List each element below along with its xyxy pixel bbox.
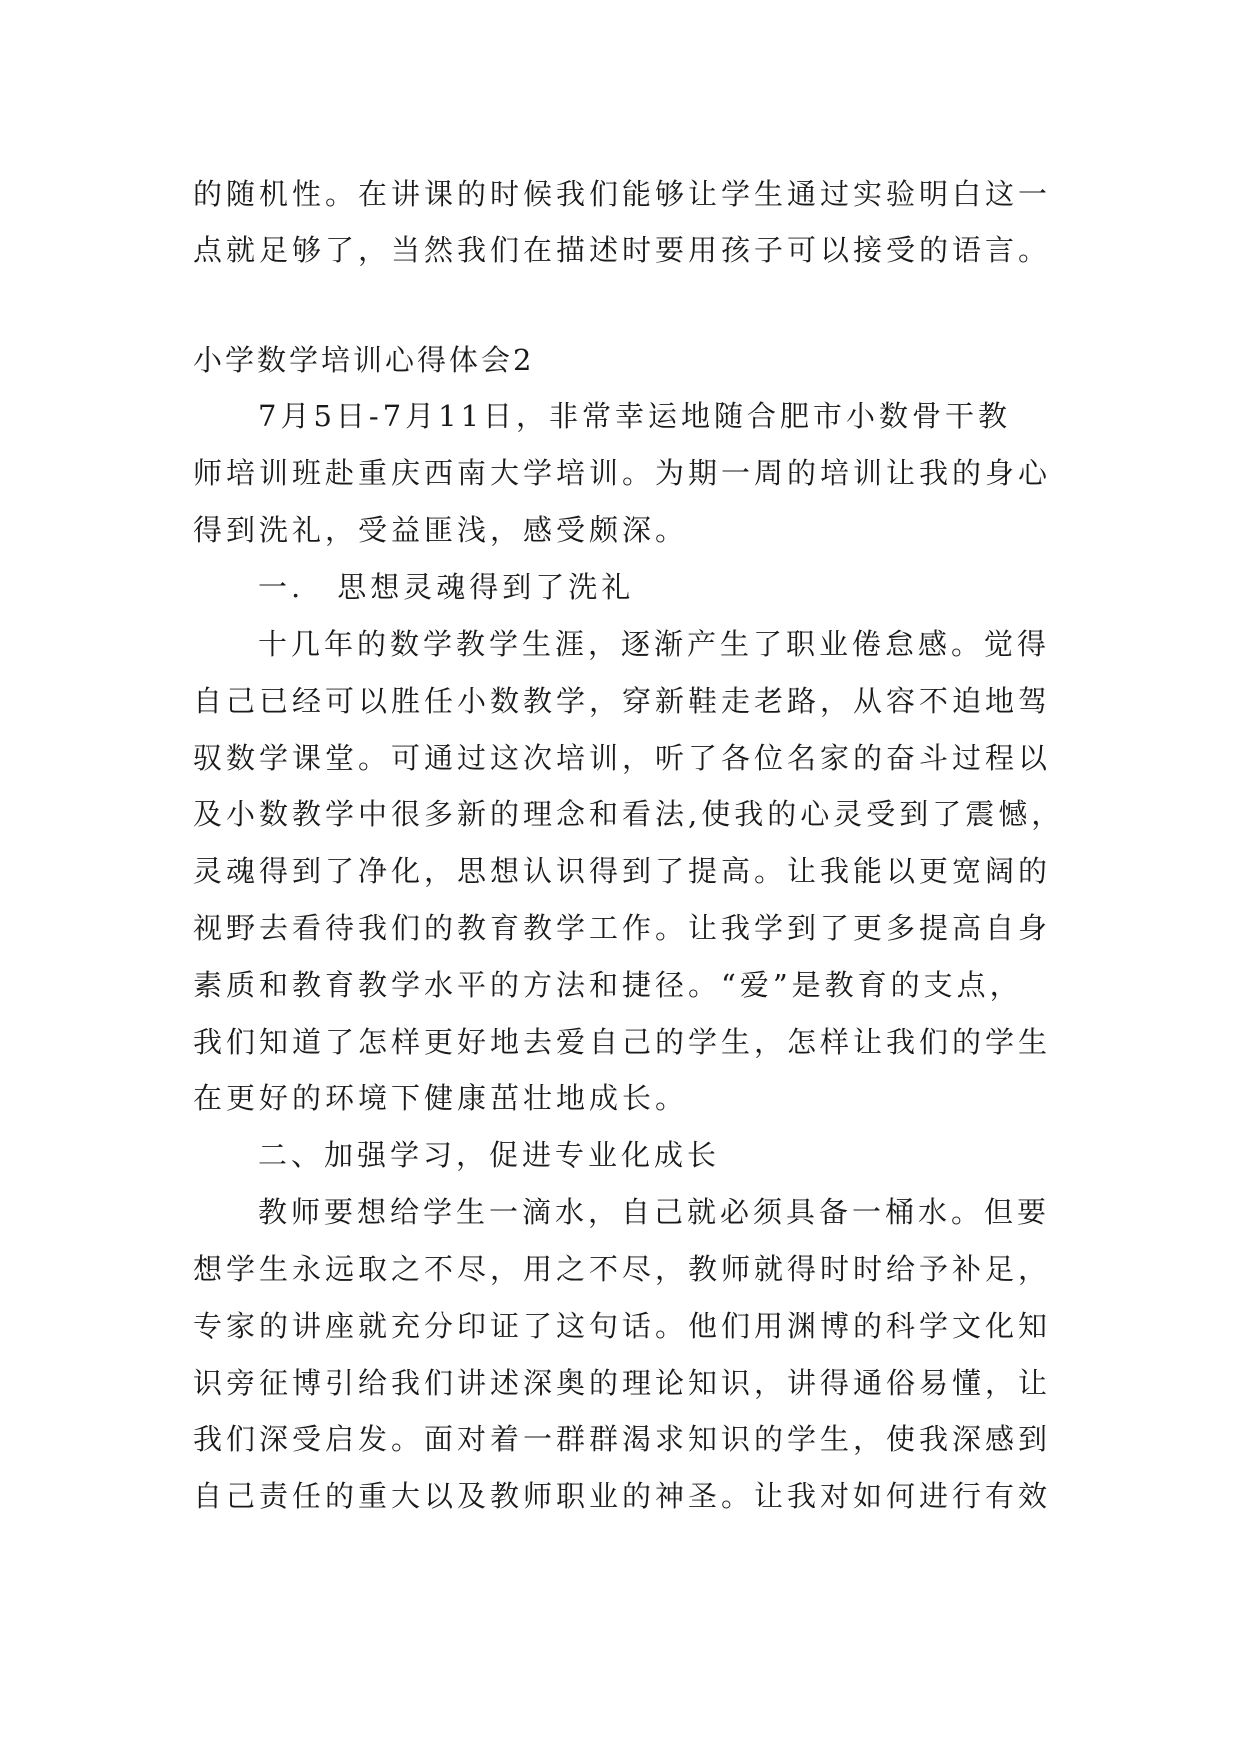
paragraph-line: 在更好的环境下健康茁壮地成长。: [193, 1081, 689, 1115]
paragraph-line: 想学生永远取之不尽，用之不尽，教师就得时时给予补足，: [193, 1252, 1052, 1286]
paragraph-line: 我们知道了怎样更好地去爱自己的学生，怎样让我们的学生: [193, 1025, 1052, 1059]
paragraph-line: 我们深受启发。面对着一群群渴求知识的学生，使我深感到: [193, 1422, 1052, 1456]
paragraph-line: 师培训班赴重庆西南大学培训。为期一周的培训让我的身心: [193, 456, 1052, 490]
subheading: 一. 思想灵魂得到了洗礼: [258, 570, 635, 604]
paragraph-line: 专家的讲座就充分印证了这句话。他们用渊博的科学文化知: [193, 1309, 1052, 1343]
paragraph-line: 点就足够了，当然我们在描述时要用孩子可以接受的语言。: [193, 233, 1052, 267]
paragraph-line: 视野去看待我们的教育教学工作。让我学到了更多提高自身: [193, 911, 1052, 945]
paragraph-line: 灵魂得到了净化，思想认识得到了提高。让我能以更宽阔的: [193, 854, 1052, 888]
paragraph-line: 十几年的数学教学生涯，逐渐产生了职业倦怠感。觉得: [258, 627, 1051, 661]
paragraph-line: 7月5日-7月11日，非常幸运地随合肥市小数骨干教: [258, 399, 1012, 433]
paragraph-line: 识旁征博引给我们讲述深奥的理论知识，讲得通俗易懂，让: [193, 1366, 1052, 1400]
paragraph-line: 教师要想给学生一滴水，自己就必须具备一桶水。但要: [258, 1195, 1051, 1229]
subheading: 二、加强学习，促进专业化成长: [258, 1138, 721, 1172]
paragraph-line: 及小数教学中很多新的理念和看法,使我的心灵受到了震憾，: [193, 797, 1065, 831]
paragraph-line: 自己责任的重大以及教师职业的神圣。让我对如何进行有效: [193, 1479, 1052, 1513]
paragraph-line: 驭数学课堂。可通过这次培训，听了各位名家的奋斗过程以: [193, 741, 1052, 775]
paragraph-line: 的随机性。在讲课的时候我们能够让学生通过实验明白这一: [193, 177, 1052, 211]
paragraph-line: 得到洗礼，受益匪浅，感受颇深。: [193, 513, 689, 547]
paragraph-line: 素质和教育教学水平的方法和捷径。“爱”是教育的支点，: [193, 968, 1023, 1002]
paragraph-line: 自己已经可以胜任小数教学，穿新鞋走老路，从容不迫地驾: [193, 684, 1052, 718]
section-title: 小学数学培训心得体会2: [193, 343, 535, 377]
